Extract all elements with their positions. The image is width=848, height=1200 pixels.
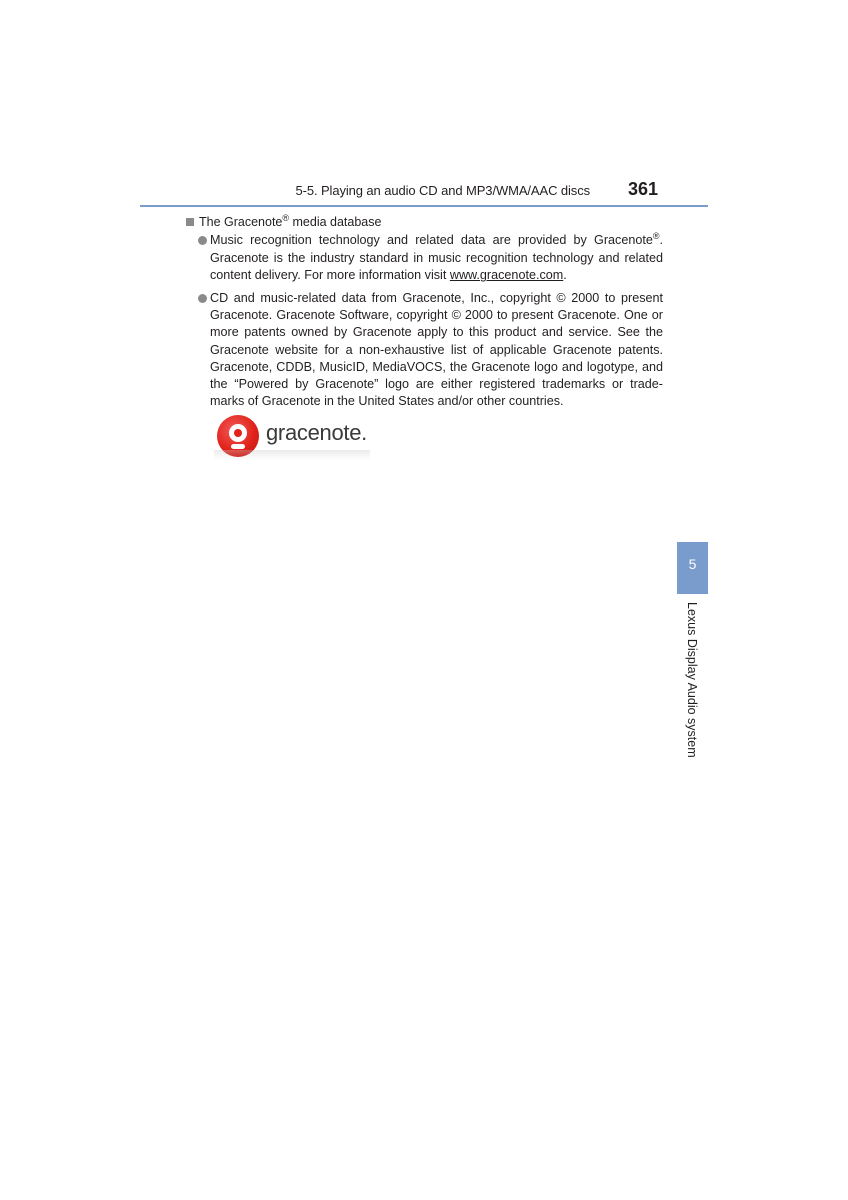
bullet-dot-icon	[198, 236, 207, 245]
header-divider	[140, 205, 708, 207]
gracenote-link[interactable]: www.gracenote.com	[449, 268, 564, 283]
item-text-part: Music recognition technology and related data are provided by Gracenote	[210, 233, 653, 247]
section-heading-rest: media database	[289, 215, 382, 229]
chapter-tab: 5	[677, 542, 708, 594]
item-text-part: . Gracenote is the industry standard in music recognition technology and related content delivery. For more information visit	[210, 233, 663, 283]
page-number: 361	[627, 179, 659, 199]
list-item-text: CD and music-related data from Gracenote, Inc., copyright © 2000 to present Gracenote. Gracenote Software, copyright © 2000 to present Gracenote. One or more patents owned by Gracenote apply to this product and service. See the Gracenote website for a non-exhaustive list of applicable Gracenote patents. Gracenote, CDDB, MusicID, MediaVOCS, the Gracenote logo and logotype, and the “Powered by Gracenote” logo are either registered trademarks or trade-marks of Gracenote in the United States and/or other countries.	[210, 291, 663, 409]
logo-reflection	[214, 450, 370, 460]
chapter-title: Lexus Display Audio system	[685, 602, 699, 758]
section-heading	[186, 215, 381, 229]
bullet-dot-icon	[198, 294, 207, 303]
gracenote-logo	[214, 412, 370, 460]
registered-mark: ®	[282, 213, 290, 223]
registered-mark: ®	[652, 231, 660, 241]
list-item	[198, 290, 663, 410]
section-heading-text: The Gracenote	[199, 215, 283, 229]
list-item	[198, 232, 663, 285]
gracenote-logotype: gracenote.	[266, 420, 367, 445]
list-item-text	[210, 232, 663, 285]
running-header-title: 5-5. Playing an audio CD and MP3/WMA/AAC discs	[295, 183, 590, 198]
item-text-part: .	[563, 268, 567, 283]
square-bullet-icon	[186, 218, 194, 226]
